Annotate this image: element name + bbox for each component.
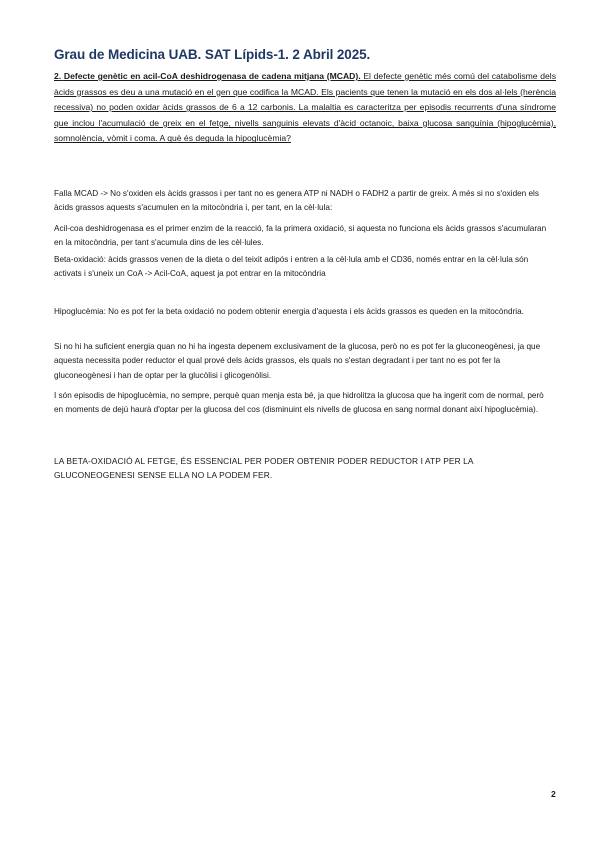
question-body: El defecte genètic més comú del catabolisme dels àcids grassos es deu a una mutació en el gen que codifica la MCAD. Els pacients que tenen la mutació en els dos al·lels (herència recessiva) no poden oxidar àcids grassos de 6 a 12 carbonis. La malaltia es caracteritza per episodis recurrents d'una síndrome que inclou l'acumulació de greix en el fetge, nivells sanguinis elevats d'àcid octanoic, baixa glucosa sanguínia (hipoglucèmia), somnolència, vòmit i coma. A què és deguda la hipoglucèmia? bbox=[54, 71, 557, 144]
question-block bbox=[54, 69, 556, 147]
page-number: 2 bbox=[551, 789, 556, 799]
answer-paragraph: Si no hi ha suficient energia quan no hi ha ingesta depenem exclusivament de la glucosa, però no es pot fer la gluconeogènesi, ja que aquesta necessita poder reductor el qual prové dels àcids grassos, els quals no s'estan degradant i per tant no es pot fer la gluconeogènesi i han de optar per la glucòlisi i glicogenòlisi. bbox=[54, 342, 541, 380]
answer-paragraph: I són episodis de hipoglucèmia, no sempre, perquè quan menja esta bé, ja que hidrolitza la glucosa que ha ingerit com de normal, però en moments de dejú haurà d'optar per la glucosa del cos (disminuint els nivells de glucosa en sang normal donant així hipoglucèmia). bbox=[54, 391, 544, 415]
question-number: 2. bbox=[54, 71, 62, 81]
answer-paragraph: Hipoglucèmia: No es pot fer la beta oxidació no podem obtenir energia d'aquesta i els àcids grassos es queden en la mitocòndria. bbox=[54, 307, 524, 316]
answer-paragraph: Beta-oxidació: àcids grassos venen de la dieta o del teixit adipós i entren a la cèl·lula amb el CD36, només entrar en la cèl·lula són activats i s'uneix un CoA -> Acil-CoA, aquest ja pot entrar en la mitocòndria bbox=[54, 255, 529, 279]
page-title: Grau de Medicina UAB. SAT Lípids-1. 2 Abril 2025. bbox=[54, 47, 371, 62]
answer-paragraph: Acil-coa deshidrogenasa es el primer enzim de la reacció, fa la primera oxidació, si aquesta no funciona els àcids grassos s'acumularan en la mitocòndria, per tant s'acumula dins de les cèl·lules. bbox=[54, 224, 547, 248]
conclusion-text: LA BETA-OXIDACIÓ AL FETGE, ÉS ESSENCIAL PER PODER OBTENIR PODER REDUCTOR I ATP PER LA GLUCONEOGENESI SENSE ELLA NO LA PODEM FER. bbox=[54, 456, 474, 481]
question-heading: Defecte genètic en acil-CoA deshidrogenasa de cadena mitjana (MCAD). bbox=[63, 71, 361, 81]
answer-paragraph: Falla MCAD -> No s'oxiden els àcids grassos i per tant no es genera ATP ni NADH o FADH2 a partir de greix. A més si no s'oxiden els àcids grassos aquests s'acumulen en la mitocòndria i, per tant, en la cèl·lula: bbox=[54, 189, 539, 213]
